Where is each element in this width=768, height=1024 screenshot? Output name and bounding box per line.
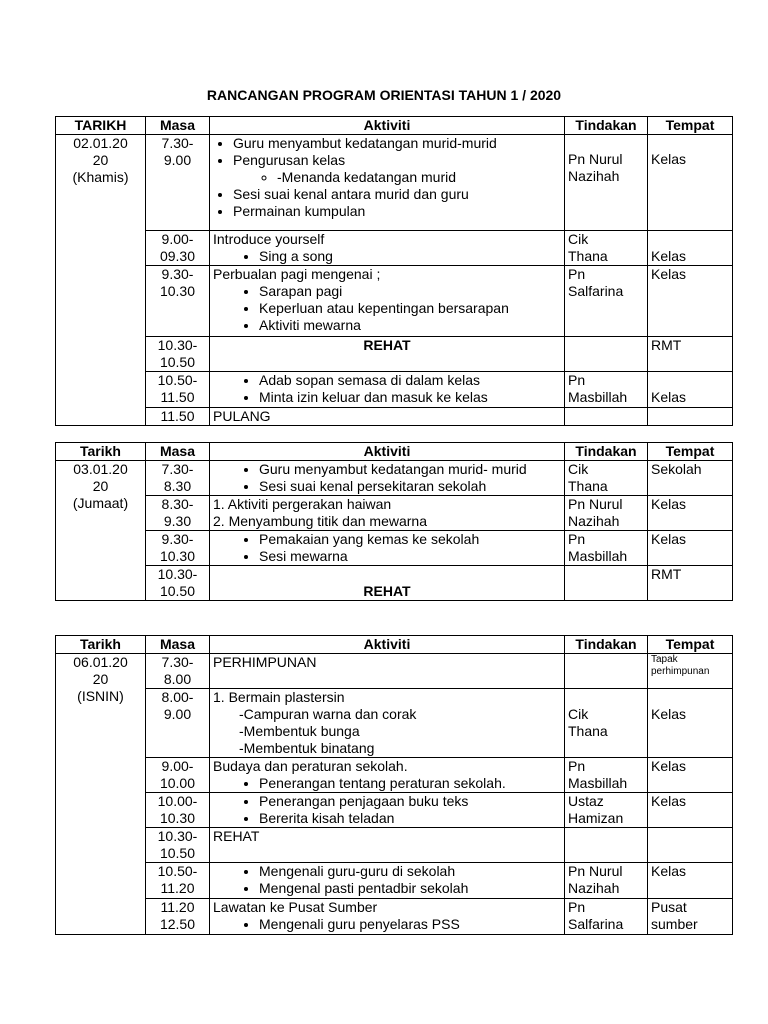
- list-item: • Mengenali guru penyelaras PSS: [259, 916, 561, 933]
- aktiviti-cell: Lawatan ke Pusat Sumber • Mengenali guru penyelaras PSS: [210, 899, 565, 935]
- table-row: [56, 337, 733, 372]
- list-item: • Sing a song: [259, 248, 561, 265]
- date-text: 02.01.2020: [73, 135, 128, 168]
- date-text: 06.01.2020: [73, 654, 128, 687]
- tindakan-cell: Pn Nurul Nazihah: [565, 496, 648, 531]
- schedule-table-3: [55, 635, 733, 935]
- list-item: -Membentuk binatang: [239, 740, 375, 756]
- schedule-table-2: [55, 442, 733, 601]
- header-tempat: Tempat: [648, 443, 733, 461]
- table-row: [56, 231, 733, 266]
- tempat-cell: [648, 828, 733, 863]
- tempat-cell: Tapak perhimpunan: [648, 654, 733, 689]
- masa-cell: 10.00-10.30: [146, 793, 210, 828]
- tempat-cell: Kelas: [648, 758, 733, 793]
- table-row: [56, 566, 733, 601]
- date-cell: [56, 654, 146, 935]
- table-header-row: [56, 636, 733, 654]
- table-row: [56, 689, 733, 758]
- tempat-cell: Kelas: [648, 793, 733, 828]
- day-text: (Jumaat): [72, 495, 129, 511]
- tindakan-cell: Pn Nurul Nazihah: [565, 863, 648, 899]
- header-masa: Masa: [146, 636, 210, 654]
- aktiviti-cell: Perbualan pagi mengenai ; • Sarapan pagi • Keperluan atau kepentingan bersarapan • Aktiviti mewarna: [210, 266, 565, 337]
- aktiviti-cell: PULANG: [210, 408, 565, 426]
- tempat-cell: Kelas: [648, 531, 733, 566]
- tempat-cell: Kelas: [648, 135, 733, 231]
- list-item: • Mengenali guru-guru di sekolah: [259, 863, 561, 880]
- tindakan-cell: Cik Thana: [565, 689, 648, 758]
- header-masa: Masa: [146, 117, 210, 135]
- aktiviti-cell: REHAT: [210, 337, 565, 372]
- masa-cell: 7.30-9.00: [146, 135, 210, 231]
- list-item: • Sesi suai kenal antara murid dan guru: [233, 186, 561, 203]
- tindakan-cell: Pn Masbillah: [565, 372, 648, 408]
- masa-cell: 11.50: [146, 408, 210, 426]
- tempat-cell: Kelas: [648, 231, 733, 266]
- aktiviti-cell: [210, 461, 565, 496]
- list-item: -Campuran warna dan corak: [239, 706, 417, 722]
- masa-cell: 7.30-8.00: [146, 654, 210, 689]
- day-text: (ISNIN): [77, 688, 124, 704]
- tempat-cell: RMT: [648, 337, 733, 372]
- tindakan-cell: [565, 566, 648, 601]
- date-text: 03.01.2020: [73, 461, 128, 494]
- list-item: • Adab sopan semasa di dalam kelas: [259, 372, 561, 389]
- tindakan-cell: Pn Salfarina: [565, 899, 648, 935]
- date-cell: [56, 461, 146, 601]
- table-row: [56, 135, 733, 231]
- header-tarikh: Tarikh: [56, 443, 146, 461]
- masa-cell: 9.00-09.30: [146, 231, 210, 266]
- list-item: • Guru menyambut kedatangan murid- murid: [259, 461, 561, 478]
- aktiviti-cell: [210, 372, 565, 408]
- header-tempat: Tempat: [648, 117, 733, 135]
- tindakan-cell: Cik Thana: [565, 231, 648, 266]
- tindakan-cell: [565, 408, 648, 426]
- table-row: [56, 372, 733, 408]
- masa-cell: 9.00-10.00: [146, 758, 210, 793]
- list-item: • Pemakaian yang kemas ke sekolah: [259, 531, 561, 548]
- header-masa: Masa: [146, 443, 210, 461]
- tempat-cell: Kelas: [648, 863, 733, 899]
- tindakan-cell: Pn Masbillah: [565, 758, 648, 793]
- table-row: [56, 828, 733, 863]
- tempat-cell: Pusat sumber: [648, 899, 733, 935]
- tindakan-cell: Ustaz Hamizan: [565, 793, 648, 828]
- table-row: [56, 793, 733, 828]
- masa-cell: 10.50-11.50: [146, 372, 210, 408]
- masa-cell: 7.30-8.30: [146, 461, 210, 496]
- list-item: • Guru menyambut kedatangan murid-murid: [233, 135, 561, 152]
- day-text: (Khamis): [72, 169, 129, 185]
- aktiviti-cell: Introduce yourself • Sing a song: [210, 231, 565, 266]
- aktiviti-cell: 1. Bermain plastersin -Campuran warna dan corak -Membentuk bunga -Membentuk binatang: [210, 689, 565, 758]
- list-item: • Sesi suai kenal persekitaran sekolah: [259, 478, 561, 495]
- aktiviti-cell: [210, 135, 565, 231]
- tindakan-cell: Pn Salfarina: [565, 266, 648, 337]
- tempat-cell: Sekolah: [648, 461, 733, 496]
- list-item: -Membentuk bunga: [239, 723, 360, 739]
- tindakan-cell: [565, 828, 648, 863]
- aktiviti-cell: PERHIMPUNAN: [210, 654, 565, 689]
- table-row: [56, 408, 733, 426]
- tempat-cell: [648, 408, 733, 426]
- masa-cell: 10.30-10.50: [146, 337, 210, 372]
- masa-cell: 10.30-10.50: [146, 566, 210, 601]
- table-header-row: [56, 443, 733, 461]
- aktiviti-cell: [210, 793, 565, 828]
- table-row: [56, 654, 733, 689]
- table-row: [56, 863, 733, 899]
- list-item: ◦ -Menanda kedatangan murid: [277, 169, 561, 186]
- header-tarikh: Tarikh: [56, 636, 146, 654]
- list-item: • Penerangan tentang peraturan sekolah.: [259, 775, 561, 792]
- masa-cell: 9.30-10.30: [146, 531, 210, 566]
- list-item: • Aktiviti mewarna: [259, 317, 561, 334]
- header-tempat: Tempat: [648, 636, 733, 654]
- date-cell: [56, 135, 146, 426]
- header-aktiviti: Aktiviti: [210, 117, 565, 135]
- tindakan-cell: Pn Nurul Nazihah: [565, 135, 648, 231]
- masa-cell: 10.30-10.50: [146, 828, 210, 863]
- tindakan-cell: [565, 337, 648, 372]
- masa-cell: 10.50-11.20: [146, 863, 210, 899]
- list-item: • Mengenal pasti pentadbir sekolah: [259, 880, 561, 897]
- header-aktiviti: Aktiviti: [210, 443, 565, 461]
- aktiviti-cell: Budaya dan peraturan sekolah. • Penerangan tentang peraturan sekolah.: [210, 758, 565, 793]
- list-item: • Permainan kumpulan: [233, 203, 561, 220]
- aktiviti-cell: REHAT: [210, 828, 565, 863]
- table-row: [56, 899, 733, 935]
- table-row: [56, 531, 733, 566]
- table-row: [56, 266, 733, 337]
- masa-cell: 11.20 12.50: [146, 899, 210, 935]
- header-tarikh: TARIKH: [56, 117, 146, 135]
- aktiviti-cell: [210, 863, 565, 899]
- tempat-cell: Kelas: [648, 496, 733, 531]
- tindakan-cell: [565, 654, 648, 689]
- masa-cell: 9.30-10.30: [146, 266, 210, 337]
- list-item: • Keperluan atau kepentingan bersarapan: [259, 300, 561, 317]
- header-tindakan: Tindakan: [565, 636, 648, 654]
- table-row: [56, 461, 733, 496]
- aktiviti-cell: [210, 496, 565, 531]
- tempat-cell: Kelas: [648, 266, 733, 337]
- tindakan-cell: Pn Masbillah: [565, 531, 648, 566]
- tempat-cell: RMT: [648, 566, 733, 601]
- list-item: • Minta izin keluar dan masuk ke kelas: [259, 389, 561, 406]
- schedule-table-1: [55, 116, 733, 426]
- tempat-cell: Kelas: [648, 689, 733, 758]
- table-header-row: [56, 117, 733, 135]
- list-item: • Bererita kisah teladan: [259, 810, 561, 827]
- masa-cell: 8.30-9.30: [146, 496, 210, 531]
- header-tindakan: Tindakan: [565, 117, 648, 135]
- tindakan-cell: Cik Thana: [565, 461, 648, 496]
- list-item: 1. Aktiviti pergerakan haiwan: [213, 496, 392, 512]
- table-row: [56, 496, 733, 531]
- aktiviti-cell: [210, 531, 565, 566]
- tempat-cell: Kelas: [648, 372, 733, 408]
- masa-cell: 8.00-9.00: [146, 689, 210, 758]
- list-item: • Pengurusan kelas: [233, 152, 561, 169]
- aktiviti-cell: REHAT: [210, 566, 565, 601]
- page-title: RANCANGAN PROGRAM ORIENTASI TAHUN 1 / 2020: [206, 87, 562, 103]
- header-aktiviti: Aktiviti: [210, 636, 565, 654]
- list-item: 2. Menyambung titik dan mewarna: [213, 513, 427, 529]
- list-item: • Penerangan penjagaan buku teks: [259, 793, 561, 810]
- header-tindakan: Tindakan: [565, 443, 648, 461]
- table-row: [56, 758, 733, 793]
- list-item: • Sarapan pagi: [259, 283, 561, 300]
- list-item: • Sesi mewarna: [259, 548, 561, 565]
